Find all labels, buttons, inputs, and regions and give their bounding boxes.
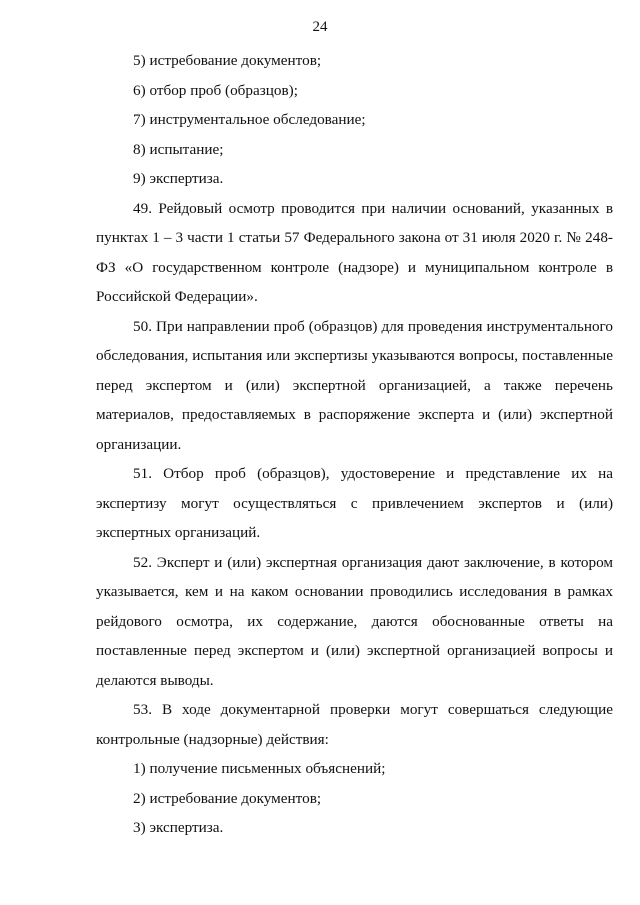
- paragraph-51: 51. Отбор проб (образцов), удостоверение и представление их на экспертизу могут осуществляться с привлечением экспертов и (или) экспертных организаций.: [96, 465, 613, 541]
- list-item: 7) инструментальное обследование;: [133, 111, 366, 128]
- paragraph-53: 53. В ходе документарной проверки могут совершаться следующие контрольные (надзорные) действия:: [96, 701, 613, 748]
- list-item: 1) получение письменных объяснений;: [133, 760, 386, 777]
- list-item: 8) испытание;: [133, 140, 224, 158]
- paragraph-49: 49. Рейдовый осмотр проводится при наличии оснований, указанных в пунктах 1 – 3 части 1 статьи 57 Федерального закона от 31 июля 2020 г. № 248-ФЗ «О государственном контроле (надзоре) и муниципальном контроле в Российской Федерации».: [96, 199, 613, 305]
- document-body: [96, 46, 613, 843]
- page-number: 24: [312, 19, 328, 35]
- list-item: 5) истребование документов;: [133, 52, 322, 69]
- list-item: 2) истребование документов;: [133, 789, 322, 807]
- list-item: 6) отбор проб (образцов);: [133, 81, 298, 99]
- paragraph-52: 52. Эксперт и (или) экспертная организация дают заключение, в котором указывается, кем и на каком основании проводились исследования в рамках рейдового осмотра, их содержание, даются обоснованные ответы на поставленные перед экспертом и (или) экспертной организацией вопросы и делаются выводы.: [96, 553, 613, 689]
- list-item: 9) экспертиза.: [133, 170, 224, 187]
- paragraph-50: 50. При направлении проб (образцов) для проведения инструментального обследования, испытания или экспертизы указываются вопросы, поставленные перед экспертом и (или) экспертной организацией, а также перечень материалов, предоставляемых в распоряжение эксперта и (или) экспертной организации.: [96, 317, 613, 453]
- list-item: 3) экспертиза.: [133, 819, 224, 836]
